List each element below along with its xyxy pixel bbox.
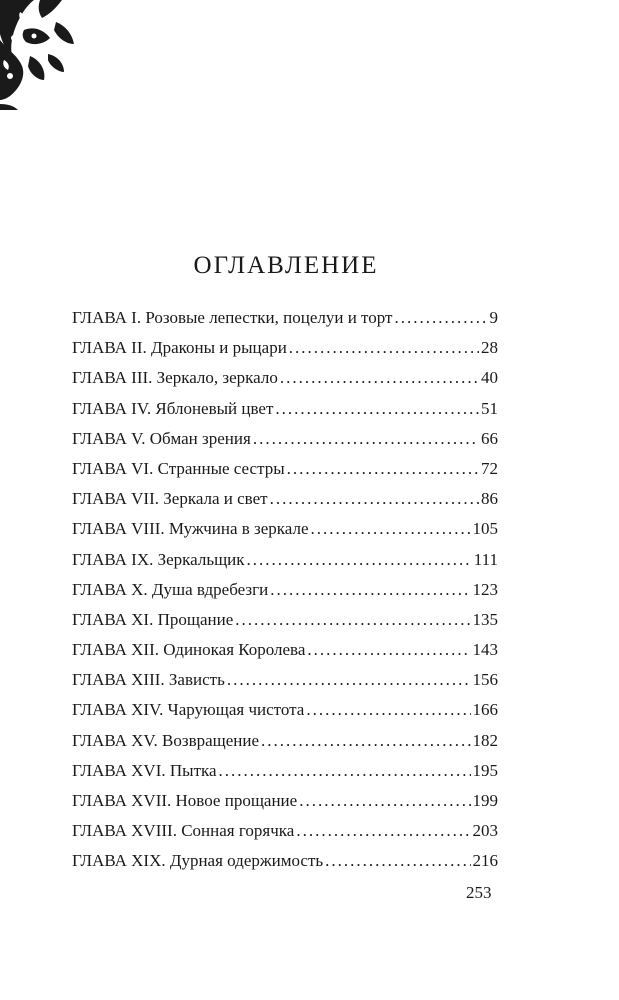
- dot-leader: [325, 846, 470, 876]
- toc-entry-page: 166: [472, 700, 498, 720]
- toc-entry-page: 143: [472, 640, 498, 660]
- dot-leader: [235, 605, 470, 635]
- toc-entry-page: 111: [473, 549, 498, 569]
- toc-entry-title: ГЛАВА IV. Яблоневый цвет: [72, 398, 274, 418]
- toc-entry[interactable]: [72, 363, 498, 393]
- toc-entry-page: 105: [472, 519, 498, 539]
- dot-leader: [394, 303, 487, 333]
- toc-entry[interactable]: [72, 333, 498, 363]
- table-of-contents: [72, 303, 498, 877]
- toc-entry-title: ГЛАВА VI. Странные сестры: [72, 458, 285, 478]
- toc-entry-title: ГЛАВА XII. Одинокая Королева: [72, 640, 306, 660]
- toc-entry-page: 86: [481, 489, 498, 509]
- dot-leader: [275, 394, 479, 424]
- toc-entry[interactable]: [72, 484, 498, 514]
- toc-entry-title: ГЛАВА VIII. Мужчина в зеркале: [72, 519, 309, 539]
- toc-entry-title: ГЛАВА XIII. Зависть: [72, 670, 225, 690]
- dot-leader: [261, 726, 470, 756]
- toc-entry-page: 28: [481, 338, 498, 358]
- toc-entry[interactable]: [72, 605, 498, 635]
- dot-leader: [219, 756, 471, 786]
- dot-leader: [296, 816, 470, 846]
- toc-entry-page: 135: [472, 609, 498, 629]
- toc-entry-title: ГЛАВА IX. Зеркальщик: [72, 549, 245, 569]
- page-number: 253: [466, 883, 492, 902]
- toc-entry[interactable]: [72, 726, 498, 756]
- toc-entry[interactable]: [72, 575, 498, 605]
- toc-entry-title: ГЛАВА XVII. Новое прощание: [72, 791, 298, 810]
- toc-entry-page: 203: [472, 821, 498, 841]
- toc-entry-page: 40: [481, 368, 498, 388]
- floral-corner-ornament-icon: [0, 0, 78, 110]
- dot-leader: [306, 695, 470, 725]
- dot-leader: [270, 575, 470, 605]
- toc-entry-page: 72: [481, 458, 498, 478]
- toc-entry-page: 123: [472, 579, 498, 599]
- toc-entry[interactable]: [72, 424, 498, 454]
- toc-entry-title: ГЛАВА XVIII. Сонная горячка: [72, 821, 295, 841]
- toc-entry-page: 9: [489, 308, 498, 327]
- toc-entry[interactable]: [72, 846, 498, 876]
- toc-entry-page: 66: [481, 428, 498, 448]
- dot-leader: [311, 514, 471, 544]
- toc-entry[interactable]: [72, 394, 498, 424]
- toc-entry-title: ГЛАВА VII. Зеркала и свет: [72, 489, 268, 509]
- toc-entry-page: 216: [472, 851, 498, 871]
- toc-entry-title: ГЛАВА II. Драконы и рыцари: [72, 338, 287, 358]
- toc-entry[interactable]: [72, 786, 498, 816]
- toc-entry-page: 156: [472, 670, 498, 690]
- toc-entry-title: ГЛАВА XV. Возвращение: [72, 730, 260, 750]
- toc-entry-title: ГЛАВА III. Зеркало, зеркало: [72, 368, 278, 388]
- dot-leader: [253, 424, 479, 454]
- dot-leader: [289, 333, 479, 363]
- toc-entry-title: ГЛАВА XIX. Дурная одержимость: [72, 851, 324, 871]
- toc-entry-page: 195: [472, 760, 498, 780]
- toc-entry-page: 199: [472, 791, 498, 810]
- toc-entry[interactable]: [72, 756, 498, 786]
- dot-leader: [280, 363, 479, 393]
- toc-entry-title: ГЛАВА XI. Прощание: [72, 609, 234, 629]
- dot-leader: [287, 454, 479, 484]
- toc-entry[interactable]: [72, 695, 498, 725]
- toc-entry[interactable]: [72, 303, 498, 333]
- toc-entry[interactable]: [72, 665, 498, 695]
- toc-entry-title: ГЛАВА X. Душа вдребезги: [72, 579, 269, 599]
- toc-entry[interactable]: [72, 635, 498, 665]
- toc-entry-page: 51: [481, 398, 498, 418]
- dot-leader: [227, 665, 471, 695]
- dot-leader: [270, 484, 479, 514]
- dot-leader: [247, 545, 472, 575]
- toc-entry[interactable]: [72, 514, 498, 544]
- toc-entry-title: ГЛАВА I. Розовые лепестки, поцелуи и торт: [72, 308, 393, 327]
- toc-entry[interactable]: [72, 545, 498, 575]
- dot-leader: [307, 635, 470, 665]
- toc-entry-page: 182: [472, 730, 498, 750]
- dot-leader: [299, 786, 470, 816]
- page-title: ОГЛАВЛЕНИЕ: [193, 252, 379, 279]
- toc-entry[interactable]: [72, 816, 498, 846]
- toc-entry-title: ГЛАВА V. Обман зрения: [72, 428, 251, 448]
- toc-entry-title: ГЛАВА XIV. Чарующая чистота: [72, 700, 305, 720]
- toc-entry[interactable]: [72, 454, 498, 484]
- toc-entry-title: ГЛАВА XVI. Пытка: [72, 760, 217, 780]
